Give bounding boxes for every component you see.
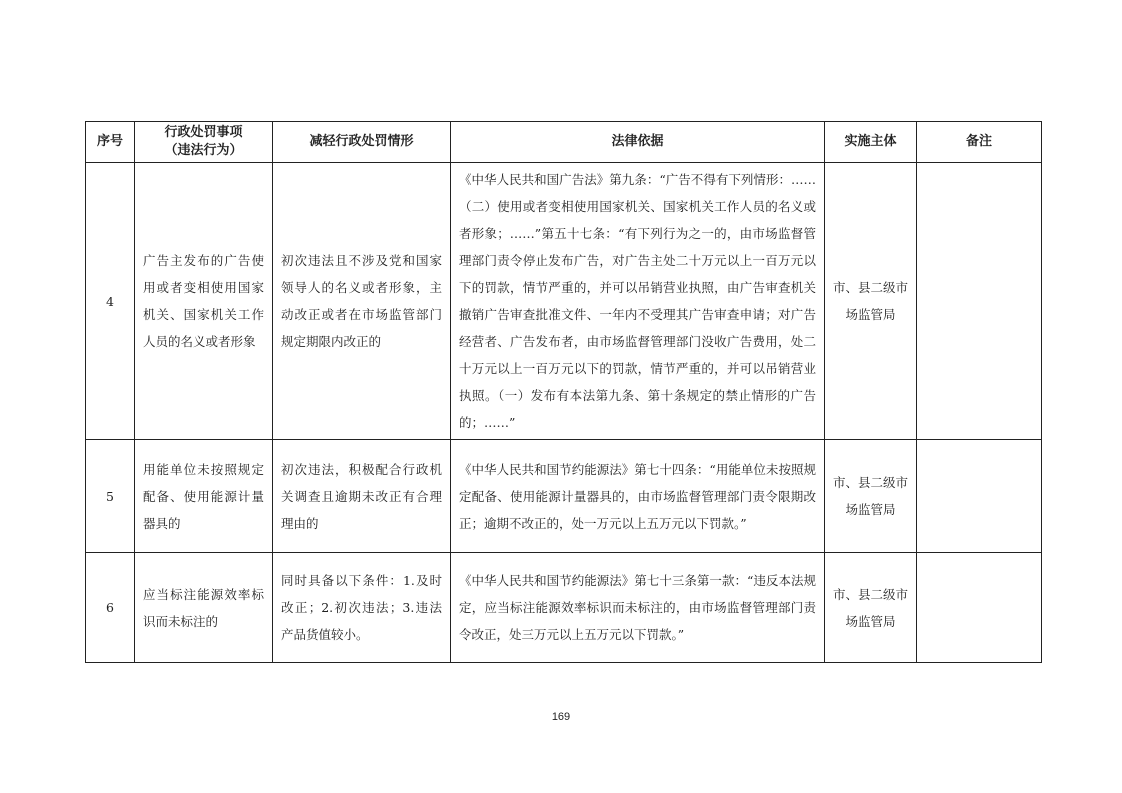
row-serial-number: 6 — [86, 553, 135, 663]
row-legal-basis: 《中华人民共和国节约能源法》第七十三条第一款：“违反本法规定，应当标注能源效率标识而未标注的，由市场监督管理部门责令改正，处三万元以上五万元以下罚款。” — [451, 553, 825, 663]
header-remarks: 备注 — [917, 122, 1042, 163]
table-header-row — [86, 122, 1042, 163]
header-penalty-item: 行政处罚事项 （违法行为） — [135, 122, 273, 163]
row-legal-basis: 《中华人民共和国节约能源法》第七十四条：“用能单位未按照规定配备、使用能源计量器具的，由市场监督管理部门责令限期改正；逾期不改正的，处一万元以上五万元以下罚款。” — [451, 440, 825, 553]
row-reduced-circumstance: 初次违法，积极配合行政机关调查且逾期未改正有合理理由的 — [273, 440, 451, 553]
row-reduced-circumstance: 同时具备以下条件：1.及时改正；2.初次违法；3.违法产品货值较小。 — [273, 553, 451, 663]
page-number: 169 — [551, 711, 571, 723]
header-legal-basis: 法律依据 — [451, 122, 825, 163]
row-remarks — [917, 553, 1042, 663]
table-row — [86, 440, 1042, 553]
row-reduced-circumstance: 初次违法且不涉及党和国家领导人的名义或者形象，主动改正或者在市场监管部门规定期限内改正的 — [273, 163, 451, 440]
header-implementing-subject: 实施主体 — [825, 122, 917, 163]
row-remarks — [917, 163, 1042, 440]
row-penalty-item: 广告主发布的广告使用或者变相使用国家机关、国家机关工作人员的名义或者形象 — [135, 163, 273, 440]
header-serial-number: 序号 — [86, 122, 135, 163]
row-serial-number: 5 — [86, 440, 135, 553]
penalty-reduction-table — [85, 121, 1042, 663]
row-remarks — [917, 440, 1042, 553]
header-reduced-circumstance: 减轻行政处罚情形 — [273, 122, 451, 163]
row-penalty-item: 用能单位未按照规定配备、使用能源计量器具的 — [135, 440, 273, 553]
table-row — [86, 553, 1042, 663]
row-implementing-subject: 市、县二级市场监管局 — [825, 163, 917, 440]
row-penalty-item: 应当标注能源效率标识而未标注的 — [135, 553, 273, 663]
row-implementing-subject: 市、县二级市场监管局 — [825, 440, 917, 553]
row-legal-basis: 《中华人民共和国广告法》第九条：“广告不得有下列情形：……（二）使用或者变相使用国家机关、国家机关工作人员的名义或者形象；……”第五十七条：“有下列行为之一的，由市场监督管理部门责令停止发布广告，对广告主处二十万元以上一百万元以下的罚款，情节严重的，并可以吊销营业执照，由广告审查机关撤销广告审查批准文件、一年内不受理其广告审查申请；对广告经营者、广告发布者，由市场监督管理部门没收广告费用，处二十万元以上一百万元以下的罚款，情节严重的，并可以吊销营业执照。（一）发布有本法第九条、第十条规定的禁止情形的广告的；……” — [451, 163, 825, 440]
row-serial-number: 4 — [86, 163, 135, 440]
row-implementing-subject: 市、县二级市场监管局 — [825, 553, 917, 663]
table-row — [86, 163, 1042, 440]
